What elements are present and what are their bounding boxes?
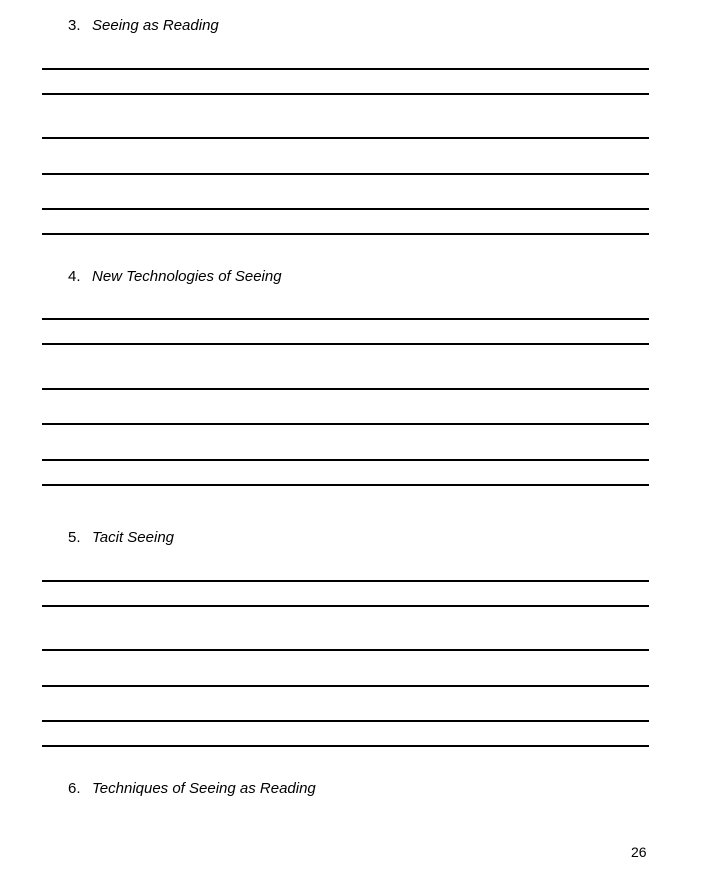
section-6-heading — [68, 780, 316, 798]
answer-line[interactable] — [42, 605, 649, 607]
answer-line[interactable] — [42, 388, 649, 390]
section-4-heading — [68, 268, 282, 286]
section-5-title: Tacit Seeing — [92, 529, 175, 546]
answer-line[interactable] — [42, 318, 649, 320]
page-number: 26 — [631, 844, 647, 860]
section-5-number: 5. — [68, 529, 81, 546]
answer-line[interactable] — [42, 343, 649, 345]
section-3-number: 3. — [68, 17, 81, 34]
answer-line[interactable] — [42, 720, 649, 722]
answer-line[interactable] — [42, 208, 649, 210]
answer-line[interactable] — [42, 649, 649, 651]
answer-line[interactable] — [42, 173, 649, 175]
section-4-number: 4. — [68, 268, 81, 285]
answer-line[interactable] — [42, 137, 649, 139]
section-6-number: 6. — [68, 780, 81, 797]
section-3-heading — [68, 17, 219, 35]
answer-line[interactable] — [42, 745, 649, 747]
answer-line[interactable] — [42, 233, 649, 235]
answer-line[interactable] — [42, 423, 649, 425]
answer-line[interactable] — [42, 68, 649, 70]
answer-line[interactable] — [42, 93, 649, 95]
answer-line[interactable] — [42, 580, 649, 582]
section-3-title: Seeing as Reading — [92, 17, 219, 34]
section-6-title: Techniques of Seeing as Reading — [92, 780, 316, 797]
answer-line[interactable] — [42, 685, 649, 687]
answer-line[interactable] — [42, 459, 649, 461]
answer-line[interactable] — [42, 484, 649, 486]
section-5-heading — [68, 529, 174, 547]
section-4-title: New Technologies of Seeing — [92, 268, 282, 285]
